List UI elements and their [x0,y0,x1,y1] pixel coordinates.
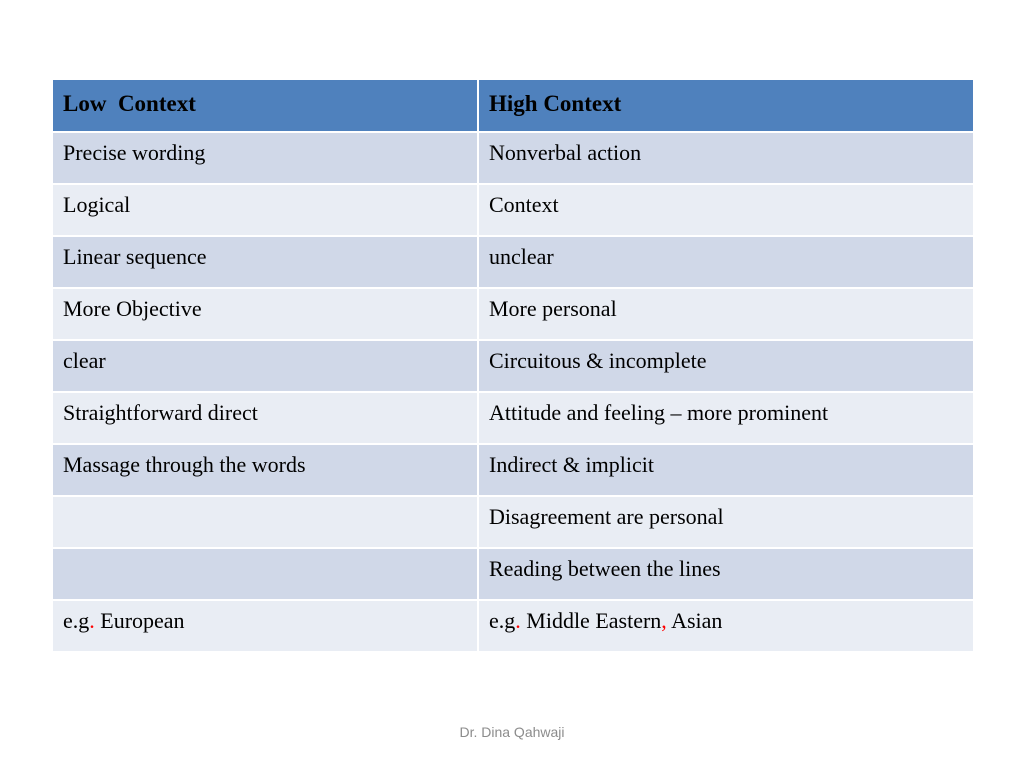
table-row [52,444,974,496]
table-header-row [52,79,974,132]
low-context-cell: More Objective [52,288,478,340]
low-context-example-cell [52,600,478,652]
example-text: Asian [666,608,723,633]
header-low-context: Low Context [52,79,478,132]
low-context-cell: Straightforward direct [52,392,478,444]
high-context-cell: Attitude and feeling – more prominent [478,392,974,444]
example-red-comma: , [661,608,667,633]
example-text: European [94,608,185,633]
low-context-cell: Massage through the words [52,444,478,496]
example-red-dot: . [89,608,95,633]
footer-author: Dr. Dina Qahwaji [459,724,565,740]
low-context-cell [52,548,478,600]
header-high-context: High Context [478,79,974,132]
table-row [52,184,974,236]
high-context-cell: Circuitous & incomplete [478,340,974,392]
low-context-cell [52,496,478,548]
example-middle-text: Middle Eastern [520,608,662,633]
low-context-cell: Precise wording [52,132,478,184]
high-context-cell: unclear [478,236,974,288]
high-context-cell: More personal [478,288,974,340]
table-row-examples [52,600,974,652]
table-row [52,132,974,184]
high-context-cell: Disagreement are personal [478,496,974,548]
high-context-cell: Nonverbal action [478,132,974,184]
context-comparison-table [51,78,975,653]
example-prefix: e.g [63,608,90,633]
table-row [52,548,974,600]
example-prefix: e.g [489,608,516,633]
table-row [52,496,974,548]
table-row [52,236,974,288]
table-row [52,392,974,444]
low-context-cell: clear [52,340,478,392]
example-red-dot: . [515,608,521,633]
low-context-cell: Linear sequence [52,236,478,288]
table-row [52,340,974,392]
low-context-cell: Logical [52,184,478,236]
high-context-cell: Context [478,184,974,236]
high-context-cell: Reading between the lines [478,548,974,600]
high-context-cell: Indirect & implicit [478,444,974,496]
high-context-example-cell [478,600,974,652]
table-row [52,288,974,340]
